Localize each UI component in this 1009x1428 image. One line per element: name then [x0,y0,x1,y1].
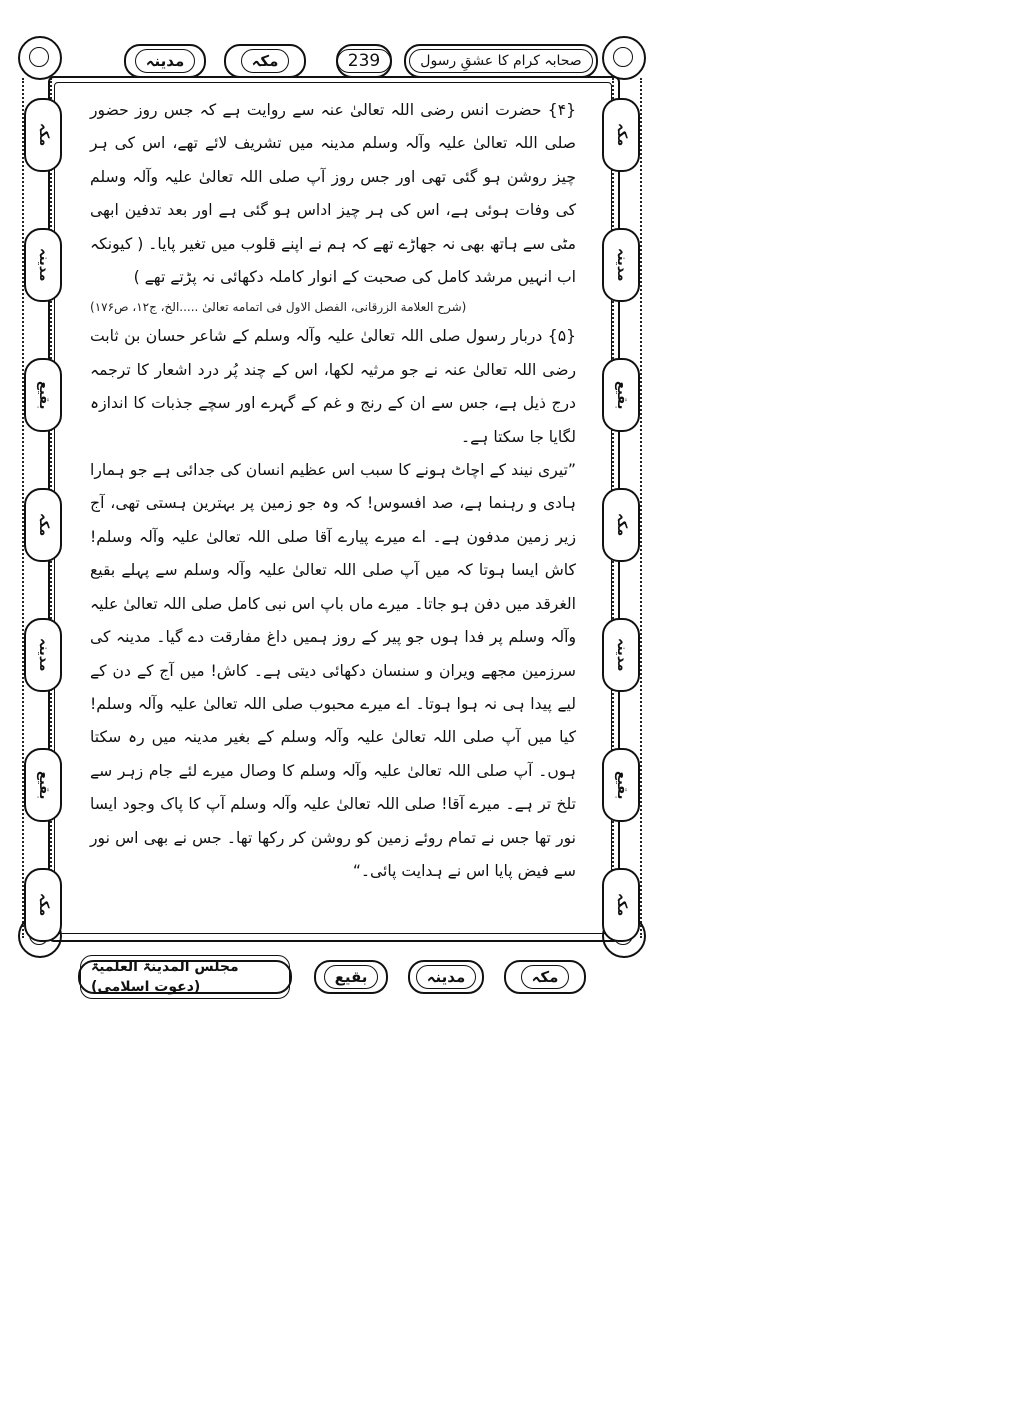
side-medallion: بقیع [24,358,62,432]
header-madina-badge: مدینہ [124,44,206,78]
header-makka-badge: مکہ [224,44,306,78]
footer-baqi-badge: بقیع [314,960,388,994]
side-medallion: مدینہ [602,228,640,302]
footer-makka-badge: مکہ [504,960,586,994]
publisher-name: مجلس المدینۃ العلمیۃ (دعوتِ اسلامی) [78,960,292,994]
side-medallion: مکہ [24,868,62,942]
side-medallion: مدینہ [24,228,62,302]
side-medallion: بقیع [602,358,640,432]
paragraph-4: {۴} حضرت انس رضی اللہ تعالیٰ عنہ سے روایت ہے کہ جس روز حضور صلی اللہ تعالیٰ علیہ وآلہ وسلم مدینہ میں تشریف لائے تھے، اس کی ہر چیز روشن ہو گئی تھی اور جس روز آپ صلی اللہ تعالیٰ علیہ وآلہ وسلم کی وفات ہوئی ہے، اس کی ہر چیز اداس ہو گئی ہے اور بعد تدفین ابھی مٹی سے ہاتھ بھی نہ جھاڑے تھے کہ ہم نے اپنے قلوب میں تغیر پایا۔ ( کیونکہ اب انہیں مرشد کامل کی صحبت کے انوار کاملہ دکھائی نہ پڑتے تھے ) [90,101,576,287]
side-medallion: مکہ [602,488,640,562]
side-medallion: مکہ [24,488,62,562]
footer-madina-badge: مدینہ [408,960,484,994]
corner-ornament [602,36,646,80]
side-medallion: مدینہ [24,618,62,692]
paragraph-5: {۵} دربار رسول صلی اللہ تعالیٰ علیہ وآلہ وسلم کے شاعر حسان بن ثابت رضی اللہ تعالیٰ عنہ نے جو مرثیہ لکھا، اس کے چند پُر درد اشعار کا ترجمہ درج ذیل ہے، جس سے ان کے رنج و غم کے گہرے اور سچے جذبات کا اندازہ لگایا جا سکتا ہے۔ [90,327,576,446]
corner-ornament [18,36,62,80]
page-footer [78,954,598,998]
elegy-quote: ”تیری نیند کے اچاٹ ہونے کا سبب اس عظیم انسان کی جدائی ہے جو ہمارا ہادی و رہنما ہے، صد افسوس! کہ وہ جو زمین پر بہترین ہستی تھی، آج زیر زمین مدفون ہے۔ اے میرے پیارے آقا صلی اللہ تعالیٰ علیہ وآلہ وسلم! کاش ایسا ہوتا کہ میں آپ صلی اللہ تعالیٰ علیہ وآلہ وسلم سے پہلے بقیع الغرقد میں دفن ہو جاتا۔ میرے ماں باپ اس نبی کامل صلی اللہ تعالیٰ علیہ وآلہ وسلم پر فدا ہوں جو پیر کے روز ہمیں داغ مفارقت دے گیا۔ مدینہ کی سرزمین مجھے ویران و سنسان دکھائی دیتی ہے۔ کاش! میں آج کے دن کے لیے پیدا ہی نہ ہوا ہوتا۔ اے میرے محبوب صلی اللہ تعالیٰ علیہ وآلہ وسلم! کیا میں آپ صلی اللہ تعالیٰ علیہ وآلہ وسلم کے بغیر مدینہ میں رہ سکتا ہوں۔ آپ صلی اللہ تعالیٰ علیہ وآلہ وسلم کا وصال میرے لئے جام زہر سے تلخ تر ہے۔ میرے آقا! صلی اللہ تعالیٰ علیہ وآلہ وسلم آپ کا پاک وجود ایسا نور تھا جس نے تمام روئے زمین کو روشن کر رکھا تھا۔ جس نے بھی اس نور سے فیض پایا اس نے ہدایت پائی۔“ [90,461,576,880]
reference-citation: (شرح العلامة الزرقانی، الفصل الاول فی اتمامه تعالیٰ .....الخ، ج۱۲، ص۱۷۶) [90,300,467,315]
side-medallion: مکہ [24,98,62,172]
side-medallion: مکہ [602,98,640,172]
main-text [90,94,576,888]
page-header [78,38,598,82]
side-medallion: بقیع [24,748,62,822]
page-number: 239 [336,44,392,78]
book-page [18,18,646,998]
side-medallion: بقیع [602,748,640,822]
side-medallion: مکہ [602,868,640,942]
chapter-title: صحابہ کرام کا عشقِ رسول [404,44,598,78]
side-medallion: مدینہ [602,618,640,692]
